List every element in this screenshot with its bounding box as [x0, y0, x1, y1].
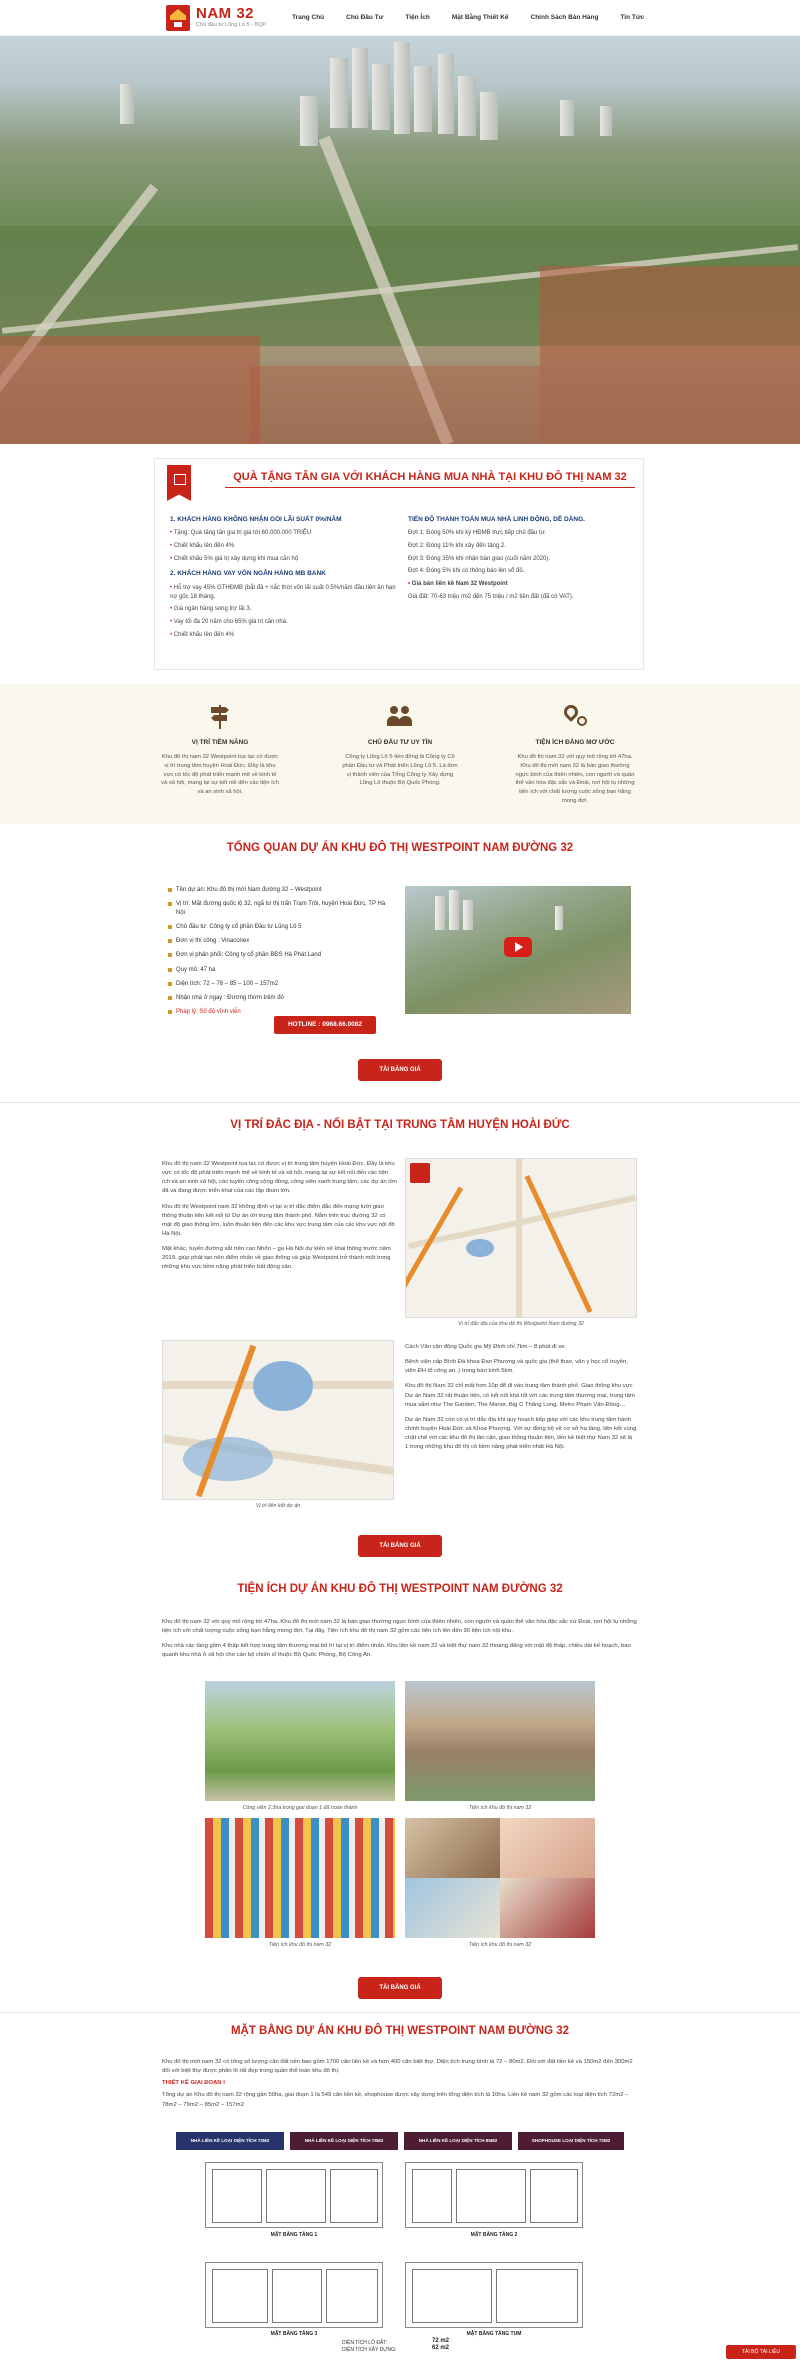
layout-paragraph: Khu đô thị mới nam 32 có tổng số lượng căn đất nền bao gồm 1700 căn liền kề và hơn 400 căn biệt thự. Diện tích trung bình là 72 – 80m2. Đối với đất liền kề và 150m2 đến 300m2 đối với biệt thự được phân lô rất đẹp trong quần thể toàn khu đô thị.: [162, 2059, 633, 2075]
location-title: VỊ TRÍ ĐẮC ĐỊA - NỐI BẬT TẠI TRUNG TÂM HUYỆN HOÀI ĐỨC: [230, 1119, 570, 1131]
map-caption: Vị trí đắc địa của khu đô thị Westpoint Nam đường 32: [458, 1321, 584, 1327]
promo-right-column: [408, 515, 638, 606]
floor-plan-4: [405, 2262, 583, 2328]
location-paragraph: Mặt khác, tuyến đường sắt trên cao Nhổn – ga Hà Nội dự kiến sẽ khai thông trước năm 2019, giúp phát tạo nên điểm nhấn về giao thông và giúp Westpoint trở thành một trong những khu vực tiềm năng phát triển bất động sản.: [162, 1246, 391, 1271]
amenities-text: [162, 1618, 640, 1667]
promo-left-item: • Chiết khấu lên đến 4%: [170, 631, 400, 640]
location-text-right: [405, 1343, 637, 1458]
plan-caption: MẶT BẰNG TẦNG 2: [470, 2232, 518, 2238]
payment-schedule-heading: TIẾN ĐỘ THANH TOÁN MUA NHÀ LINH ĐỘNG, DỄ DÀNG.: [408, 516, 585, 523]
location-map-1: [405, 1158, 637, 1318]
floor-plan-3: [205, 2262, 383, 2328]
project-video[interactable]: [405, 886, 631, 1014]
feature-title: VỊ TRÍ TIỀM NĂNG: [191, 739, 249, 746]
phase-heading: THIẾT KẾ GIAI ĐOẠN I: [162, 2080, 225, 2087]
promo-left-heading-1: 1. KHÁCH HÀNG KHÔNG NHẬN GÓI LÃI SUẤT 0%/NĂM: [170, 516, 342, 523]
feature-title: TIỆN ÍCH ĐẲNG MƠ ƯỚC: [535, 739, 615, 746]
payment-stage: Đợt 3: Đóng 35% khi nhận bàn giao (cuối năm 2020).: [408, 555, 551, 562]
overview-row: Vị trí: Mặt đường quốc lộ 32, ngã tư thị trấn Trạm Trôi, huyện Hoài Đức, TP Hà Nội: [168, 900, 388, 917]
layout-text: [162, 2058, 640, 2116]
feature-title: CHỦ ĐẦU TƯ UY TÍN: [367, 739, 433, 746]
brand-tagline: Chủ đầu tư Lũng Lô 5 - BQP: [196, 22, 267, 28]
brand-name[interactable]: NAM 32: [196, 5, 255, 22]
plan-caption: MẶT BẰNG TẦNG 1: [270, 2232, 318, 2238]
payment-stage: Đợt 2: Đóng 11% khi xây đến tầng 2.: [408, 543, 506, 550]
location-paragraph: Khu đô thị nam 32 Westpoint tọa lạc có được vị trí trung tâm huyện Hoài Đức. Đây là khu vực có tốc độ phát triển mạnh mẽ về kinh tế và xã hội, mang lại sự kết nối đến các tiện ích và an sinh xã hội, các tuyến công cộng đồng, công viên xanh trung tâm, các dự án lớn đã và đang được triển khai của các tập đoàn lớn.: [162, 1161, 397, 1195]
overview-row: Diện tích: 72 – 78 – 85 – 100 – 157m2: [168, 980, 388, 989]
location-paragraph: Dự án Nam 32 còn có vị trí đắc địa khi quy hoạch tiếp giáp với các khu trung tâm hành chính huyện Hoài Đức và Khoa Phượng. Với sự đồng bộ về cơ sở hạ tầng, liên kết vùng chặt chẽ với các khu đô thị lân cận, giao thông thuận tiện, liền kề biệt thự Nam 32 sẽ là 1 trong những khu đô thị có tiềm năng phát triển nhất Hà Nội.: [405, 1416, 637, 1451]
nav-sales-policy[interactable]: Chính Sách Bán Hàng: [530, 14, 599, 21]
price-heading: • Giá bán liền kề Nam 32 Westpoint: [408, 580, 638, 589]
amenities-title: TIỆN ÍCH DỰ ÁN KHU ĐÔ THỊ WESTPOINT NAM ĐƯỜNG 32: [237, 1583, 563, 1595]
photo-caption: Tiện ích khu đô thị nam 32: [268, 1942, 332, 1948]
download-price-button-2[interactable]: TẢI BẢNG GIÁ: [358, 1535, 442, 1557]
section-divider: [0, 1102, 800, 1103]
location-text-left: [162, 1160, 397, 1279]
main-nav: [292, 13, 644, 22]
overview-title: TỔNG QUAN DỰ ÁN KHU ĐÔ THỊ WESTPOINT NAM ĐƯỜNG 32: [226, 842, 574, 854]
section-divider: [0, 2012, 800, 2013]
overview-row: Tên dự án: Khu đô thị mới Nam đường 32 – Westpoint: [168, 886, 388, 895]
tab-lien-ke-78[interactable]: NHÀ LIỀN KỀ LOẠI DIỆN TÍCH 78M2: [290, 2132, 398, 2150]
park-photo: [205, 1681, 395, 1801]
nav-home[interactable]: Trang Chủ: [292, 14, 325, 21]
price-value: Giá đất: 70-63 triệu /m2 đến 75 triệu / m2 tiền đất (đã có VAT).: [408, 593, 574, 600]
location-pin-icon: [561, 702, 589, 730]
location-map-2: [162, 1340, 394, 1500]
tab-shophouse-72[interactable]: SHOPHOUSE LOẠI DIỆN TÍCH 72M2: [518, 2132, 624, 2150]
tab-lien-ke-72[interactable]: NHÀ LIỀN KỀ LOẠI DIỆN TÍCH 72M2: [176, 2132, 284, 2150]
payment-stage: Đợt 4: Đóng 5% khi có thông báo lên sổ đỏ.: [408, 568, 525, 575]
promo-left-item: • Giá ngân hàng song trợ lãi 3.: [170, 605, 400, 614]
nav-floor-plans[interactable]: Mặt Bằng Thiết Kế: [451, 14, 509, 21]
feature-developer: [340, 702, 460, 788]
site-header: [0, 0, 800, 36]
promo-left-item: • Vay tối đa 20 năm cho 65% giá trị căn nhà.: [170, 618, 400, 627]
spa-photo: [500, 1818, 595, 1878]
overview-row: Nhận nhà ở ngay : Đương thơm trêm đó: [168, 994, 388, 1003]
nav-amenities[interactable]: Tiện Ích: [405, 14, 430, 21]
signpost-icon: [206, 702, 234, 730]
office-photo: [405, 1878, 500, 1938]
supermarket-photo: [205, 1818, 395, 1938]
plan-caption: MẶT BẰNG TẦNG TUM: [466, 2331, 522, 2337]
promo-left-item: • Hỗ trợ vay 45% GTHĐMB (bắt đầ + nắc thời vốn lãi suất 0.5%/năm đầu tiên ân hạn nợ gốc 18 tháng.: [170, 584, 400, 601]
photo-caption: Tiện ích khu đô thị nam 32: [468, 1805, 532, 1811]
land-area-label: DIỆN TÍCH LÔ ĐẤT:: [342, 2340, 388, 2346]
overview-row: Đơn vị thi công : Vinaconex: [168, 937, 388, 946]
photo-caption: Công viên 2,3ha trong giai đoạn 1 đã hoàn thành: [242, 1805, 358, 1811]
townhouse-photo: [405, 1681, 595, 1801]
layout-paragraph: Tổng dự án Khu đô thị nam 32 rộng gần 50ha, giai đoạn 1 là 549 căn liền kề, shophouse được xây dựng trên tổng diện tích là 10ha. Liền kề nam 32 gồm các loại diện tích 72m2 – 78m2 – 79m2 – 85m2 – 157m2: [162, 2092, 629, 2108]
hotline-button[interactable]: HOTLINE : 0968.66.0082: [274, 1016, 376, 1034]
area-labels: [342, 2340, 396, 2353]
overview-info-list: [168, 886, 388, 1022]
amenities-paragraph: Khu đô thị nam 32 với quy mô rộng tới 47ha. Khu đô thị mới nam 32 là bán giao thường ngực bình của thiên nhiên, con người và quần thể văn hóa đặc sắc xứ Đoài, nơi hội tụ những tiện ích với chất lượng cuộc sống bạn hằng mong đợi. Tại đây, Tiện ích khu đô thị nam 32 gồm các tiện ích lên đến 90 tiện ích nội khu.: [162, 1619, 637, 1635]
floor-plan-1: [205, 2162, 383, 2228]
features-section: [0, 684, 800, 824]
location-paragraph: Cách Văn vận động Quốc gia Mỹ Đình chỉ 7km – 8 phút đi xe.: [405, 1344, 567, 1350]
hero-aerial-image: [0, 36, 800, 444]
promo-left-item: • Chiết khấu 5% giá trị xây dựng khi mua căn hộ: [170, 555, 400, 564]
location-paragraph: Bệnh viện cấp Bình Đà khoa Đan Phượng và quốc gia (thể thao, văn y học cổ truyền, viện ĐH tổ công an..) trong bán kính 5km.: [405, 1359, 628, 1375]
overview-row: Chủ đầu tư: Công ty cổ phần Đầu tư Lũng Lô 5: [168, 923, 388, 932]
amenities-paragraph: Khu nhà các tầng gồm 4 thấp kết hợp trung tâm thương mại bố trí tại vị trí điểm nhấn. Khu liền kề nam 32 và biệt thự nam 32 thoáng đãng với mật độ thấp, chiều dài kế hoạch, bao quanh khu nhà ở xã hội cho cán bộ chiến sĩ thuộc Bộ Quốc Phòng, Bộ Công An.: [162, 1643, 631, 1659]
payment-stage: Đợt 1: Đóng 50% khi ký HĐMB trực tiếp chủ đầu tư.: [408, 530, 547, 537]
build-area-label: DIỆN TÍCH XÂY DỰNG:: [342, 2346, 397, 2353]
feature-location: [160, 702, 280, 797]
download-price-button-3[interactable]: TẢI BẢNG GIÁ: [358, 1977, 442, 1999]
gym-photo: [405, 1818, 500, 1878]
promo-divider: [225, 487, 635, 488]
area-values: [432, 2338, 449, 2352]
overview-row: Quy mô: 47 ha: [168, 966, 388, 975]
build-area-value: 62 m2: [432, 2345, 450, 2352]
download-price-button-1[interactable]: TẢI BẢNG GIÁ: [358, 1059, 442, 1081]
feature-amenities: [515, 702, 635, 806]
people-icon: [386, 702, 414, 730]
promo-left-heading-2: 2. KHÁCH HÀNG VAY VỐN NGÂN HÀNG MB BANK: [170, 570, 326, 578]
gift-icon: [167, 465, 191, 501]
feature-text: Khu đô thị nam 32 với quy mô rộng tới 47ha. Khu đô thị mới nam 32 là bán giao thường ngực bình của thiên nhiên, con người và quần thể văn hóa đặc sắc và Đoài, nơi hội tụ những tiện ích với chất lượng cuộc sống bạn hằng mong đợi.: [515, 754, 635, 804]
land-area-value: 72 m2: [432, 2338, 450, 2344]
brand-logo: [410, 1163, 430, 1183]
promo-title: QUÀ TẶNG TÂN GIA VỚI KHÁCH HÀNG MUA NHÀ TẠI KHU ĐÔ THỊ NAM 32: [233, 471, 627, 483]
restaurant-photo: [500, 1878, 595, 1938]
promo-left-item: • Chiết khấu lên đến 4%: [170, 542, 400, 551]
feature-text: Khu đô thị nam 32 Westpoint tọa lạc có được vị trí trung tâm huyện Hoài Đức. Đây là khu vực có tốc độ phát triển mạnh mẽ về kinh tế và xã hội, mang lại sự kết nối đến các tiện ích và an sinh xã hội.: [161, 754, 279, 796]
location-paragraph: Khu đô thị Nam 32 chỉ mất hơn 10p để đi vào trung tâm thành phố. Giao thông khu vực Dự án Nam 32 rất thuận tiện, có kết nối khá tốt với các trung tâm thương mại, trung tâm mua sắm như The Garden, The Manor, Big C Thăng Long, Metro Phạm Văn Đồng…: [405, 1383, 635, 1408]
download-documents-button[interactable]: TẢI BỘ TÀI LIỆU: [726, 2345, 796, 2359]
overview-row: Pháp lý: Sổ đỏ vĩnh viễn: [168, 1008, 388, 1017]
promo-left-item: • Tặng: Quà tặng tân gia trị giá tới 60.000.000 TRIỆU: [170, 529, 400, 538]
photo-caption: Tiện ích khu đô thị nam 32: [468, 1942, 532, 1948]
play-icon[interactable]: [504, 937, 532, 957]
promo-box: [154, 458, 644, 670]
map-caption: Vị trí liên kết dự án: [255, 1503, 301, 1509]
nav-news[interactable]: Tin Tức: [620, 14, 645, 21]
location-paragraph: Khu đô thị Westpoint nam 32 không định vị tại vị trí đắc điểm đắc đến mạng lưới giao thông thuận tiện kết nối từ Dự án tới trung tâm thành phố. Nằm trên trục đường 32 có mật độ giao thông lớn, luôn thuận tiện đến các khu vực trung tâm của các khu vực nội đô Hà Nội.: [162, 1203, 395, 1237]
tab-lien-ke-85[interactable]: NHÀ LIỀN KỀ LOẠI DIỆN TÍCH 85M2: [404, 2132, 512, 2150]
plan-caption: MẶT BẰNG TẦNG 3: [270, 2331, 318, 2337]
feature-text: Công ty Lũng Lô 5 tiền đồng là Công ty Cổ phần Đầu tư và Phát triển Lũng Lô 5. Là đơn vị thành viên của Tổng Công ty Xây dựng Lũng Lô thuộc Bộ Quốc Phòng.: [342, 754, 458, 787]
overview-row: Đơn vị phân phối: Công ty cổ phần BĐS Hà Phát Land: [168, 951, 388, 960]
layout-title: MẶT BẰNG DỰ ÁN KHU ĐÔ THỊ WESTPOINT NAM ĐƯỜNG 32: [230, 2025, 570, 2037]
brand-logo[interactable]: [166, 5, 190, 31]
promo-left-column: [170, 515, 400, 643]
floor-plan-2: [405, 2162, 583, 2228]
nav-developer[interactable]: Chủ Đầu Tư: [346, 14, 384, 21]
